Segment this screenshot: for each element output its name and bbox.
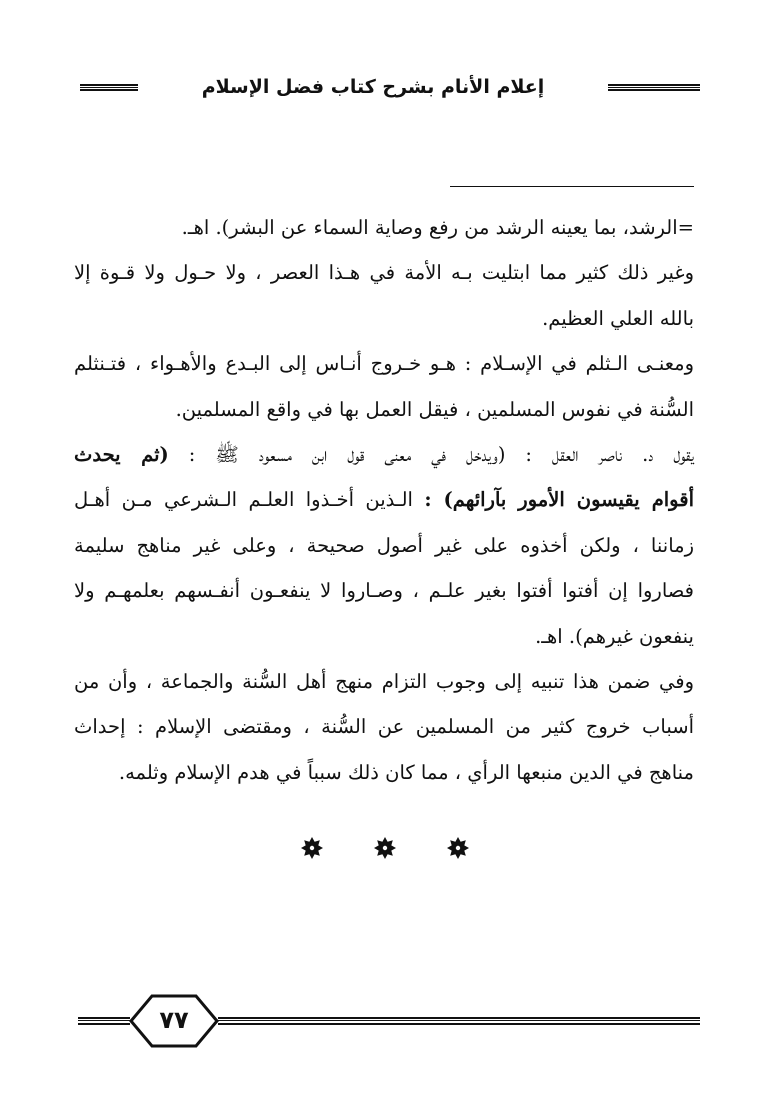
eight-point-star-icon [446, 836, 470, 860]
text-line: السُّنة في نفوس المسلمين ، فيقل العمل بها في واقع المسلمين. [175, 397, 694, 421]
text-line: فصاروا إن أفتوا أفتوا بغير علـم ، وصـاروا لا ينفعـون أنفـسهم بعلمهـم ولا [74, 579, 694, 603]
page-body [74, 205, 694, 795]
text-line: مناهج في الدين منبعها الرأي ، مما كان ذلك سبباً في هدم الإسلام وثلمه. [118, 760, 694, 784]
text-line: وفي ضمن هذا تنبيه إلى وجوب التزام منهج أهل السُّنة والجماعة ، وأن من [74, 670, 694, 694]
text-segment: يقول د. ناصر العقل : (ويدخل في معنى قول ابن مسعود ﷺ : [168, 443, 694, 467]
eight-point-star-icon [300, 836, 324, 860]
footnote-separator [450, 186, 694, 187]
footer-rule-left [78, 1017, 130, 1025]
text-line: زماننا ، ولكن أخذوه على غير أصول صحيحة ، وعلى غير مناهج سليمة [74, 533, 694, 557]
bold-quote-segment: أقوام يقيسون الأمور بآرائهم) : [424, 488, 694, 512]
text-segment: الـذين أخـذوا العلـم الـشرعي مـن أهـل [74, 488, 425, 512]
text-line: بالله العلي العظيم. [542, 306, 694, 330]
running-header [80, 70, 700, 104]
text-line [74, 477, 694, 522]
bold-quote-segment: (ثم يحدث [74, 443, 169, 467]
text-line: =الرشد، بما يعينه الرشد من رفع وصاية السماء عن البشر). اهـ. [181, 216, 694, 239]
paragraph [74, 341, 694, 432]
page-number: ٧٧ [159, 1006, 189, 1034]
header-rule-right [608, 84, 700, 91]
paragraph [74, 250, 694, 341]
footnote-continuation [74, 205, 694, 250]
page-footer [78, 990, 700, 1050]
section-divider-ornaments [300, 836, 470, 866]
quotation-paragraph [74, 432, 694, 659]
text-line [74, 432, 694, 477]
footer-rule-right [218, 1017, 700, 1025]
paragraph [74, 659, 694, 795]
text-line: أسباب خروج كثير من المسلمين عن السُّنة ، ومقتضى الإسلام : إحداث [74, 715, 694, 739]
text-line: وغير ذلك كثير مما ابتليت بـه الأمة في هـذا العصر ، ولا حـول ولا قـوة إلا [74, 261, 694, 285]
header-rule-left [80, 84, 138, 91]
text-line: ينفعون غيرهم). اهـ. [535, 624, 694, 648]
eight-point-star-icon [373, 836, 397, 860]
running-header-title: إعلام الأنام بشرح كتاب فضل الإسلام [201, 76, 545, 98]
text-line: ومعنـى الـثلم في الإسـلام : هـو خـروج أنـاس إلى البـدع والأهـواء ، فتـنثلم [74, 352, 694, 376]
